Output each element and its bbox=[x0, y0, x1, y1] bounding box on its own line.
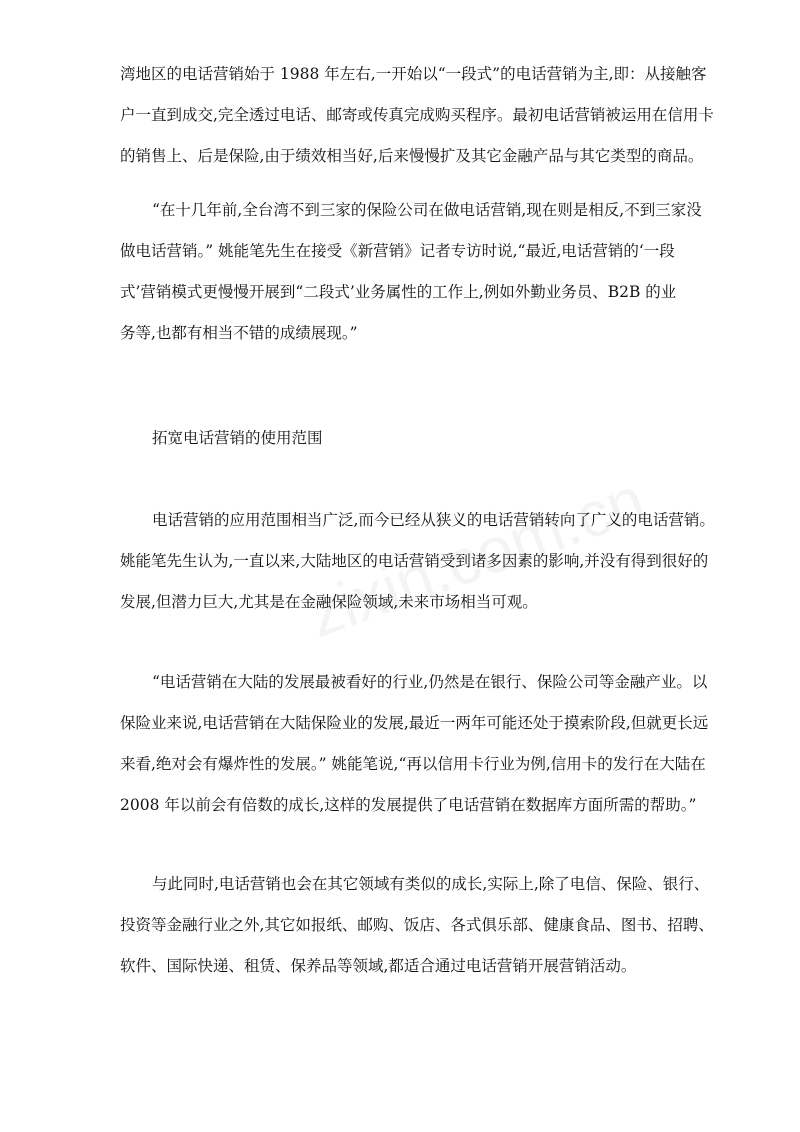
paragraph-scope bbox=[120, 500, 740, 623]
paragraph-line: “电话营销在大陆的发展最被看好的行业,仍然是在银行、保险公司等金融产业。以 bbox=[152, 673, 708, 691]
paragraph-line: 湾地区的电话营销始于 1988 年左右,一开始以“一段式”的电话营销为主,即：从接触客 bbox=[120, 65, 707, 83]
paragraph-line: 户一直到成交,完全透过电话、邮寄或传真完成购买程序。最初电话营销被运用在信用卡 bbox=[120, 106, 714, 124]
section-heading bbox=[120, 418, 740, 459]
paragraph-line: 的销售上、后是保险,由于绩效相当好,后来慢慢扩及其它金融产品与其它类型的商品。 bbox=[120, 147, 704, 165]
paragraph-line: 务等,也都有相当不错的成绩展现。” bbox=[120, 324, 358, 342]
paragraph-line: 做电话营销。” 姚能笔先生在接受《新营销》记者专访时说,“最近,电话营销的‘一段 bbox=[120, 242, 675, 260]
paragraph-line: 2008 年以前会有倍数的成长,这样的发展提供了电话营销在数据库方面所需的帮助。” bbox=[120, 796, 697, 814]
paragraph-line: 来看,绝对会有爆炸性的发展。” 姚能笔说,“再以信用卡行业为例,信用卡的发行在大陆在 bbox=[120, 755, 706, 773]
paragraph-line: 与此同时,电话营销也会在其它领域有类似的成长,实际上,除了电信、保险、银行、 bbox=[152, 875, 710, 893]
paragraph-history bbox=[120, 54, 740, 177]
section-heading-text: 拓宽电话营销的使用范围 bbox=[152, 429, 323, 447]
paragraph-other-fields bbox=[120, 864, 740, 987]
paragraph-line: 投资等金融行业之外,其它如报纸、邮购、饭店、各式俱乐部、健康食品、图书、招聘、 bbox=[120, 916, 714, 934]
paragraph-line: 姚能笔先生认为,一直以来,大陆地区的电话营销受到诸多因素的影响,并没有得到很好的 bbox=[120, 552, 709, 570]
paragraph-mainland-outlook bbox=[120, 662, 740, 826]
paragraph-line: 电话营销的应用范围相当广泛,而今已经从狭义的电话营销转向了广义的电话营销。 bbox=[152, 511, 715, 529]
paragraph-line: 发展,但潜力巨大,尤其是在金融保险领域,未来市场相当可观。 bbox=[120, 593, 538, 611]
paragraph-line: 式’营销模式更慢慢开展到“二段式’业务属性的工作上,例如外勤业务员、B2B 的业 bbox=[120, 283, 677, 301]
paragraph-line: 软件、国际快递、租赁、保养品等领域,都适合通过电话营销开展营销活动。 bbox=[120, 957, 637, 975]
paragraph-line: “在十几年前,全台湾不到三家的保险公司在做电话营销,现在则是相反,不到三家没 bbox=[152, 201, 702, 219]
paragraph-quote-taiwan bbox=[120, 190, 740, 354]
paragraph-line: 保险业来说,电话营销在大陆保险业的发展,最近一两年可能还处于摸索阶段,但就更长远 bbox=[120, 714, 709, 732]
